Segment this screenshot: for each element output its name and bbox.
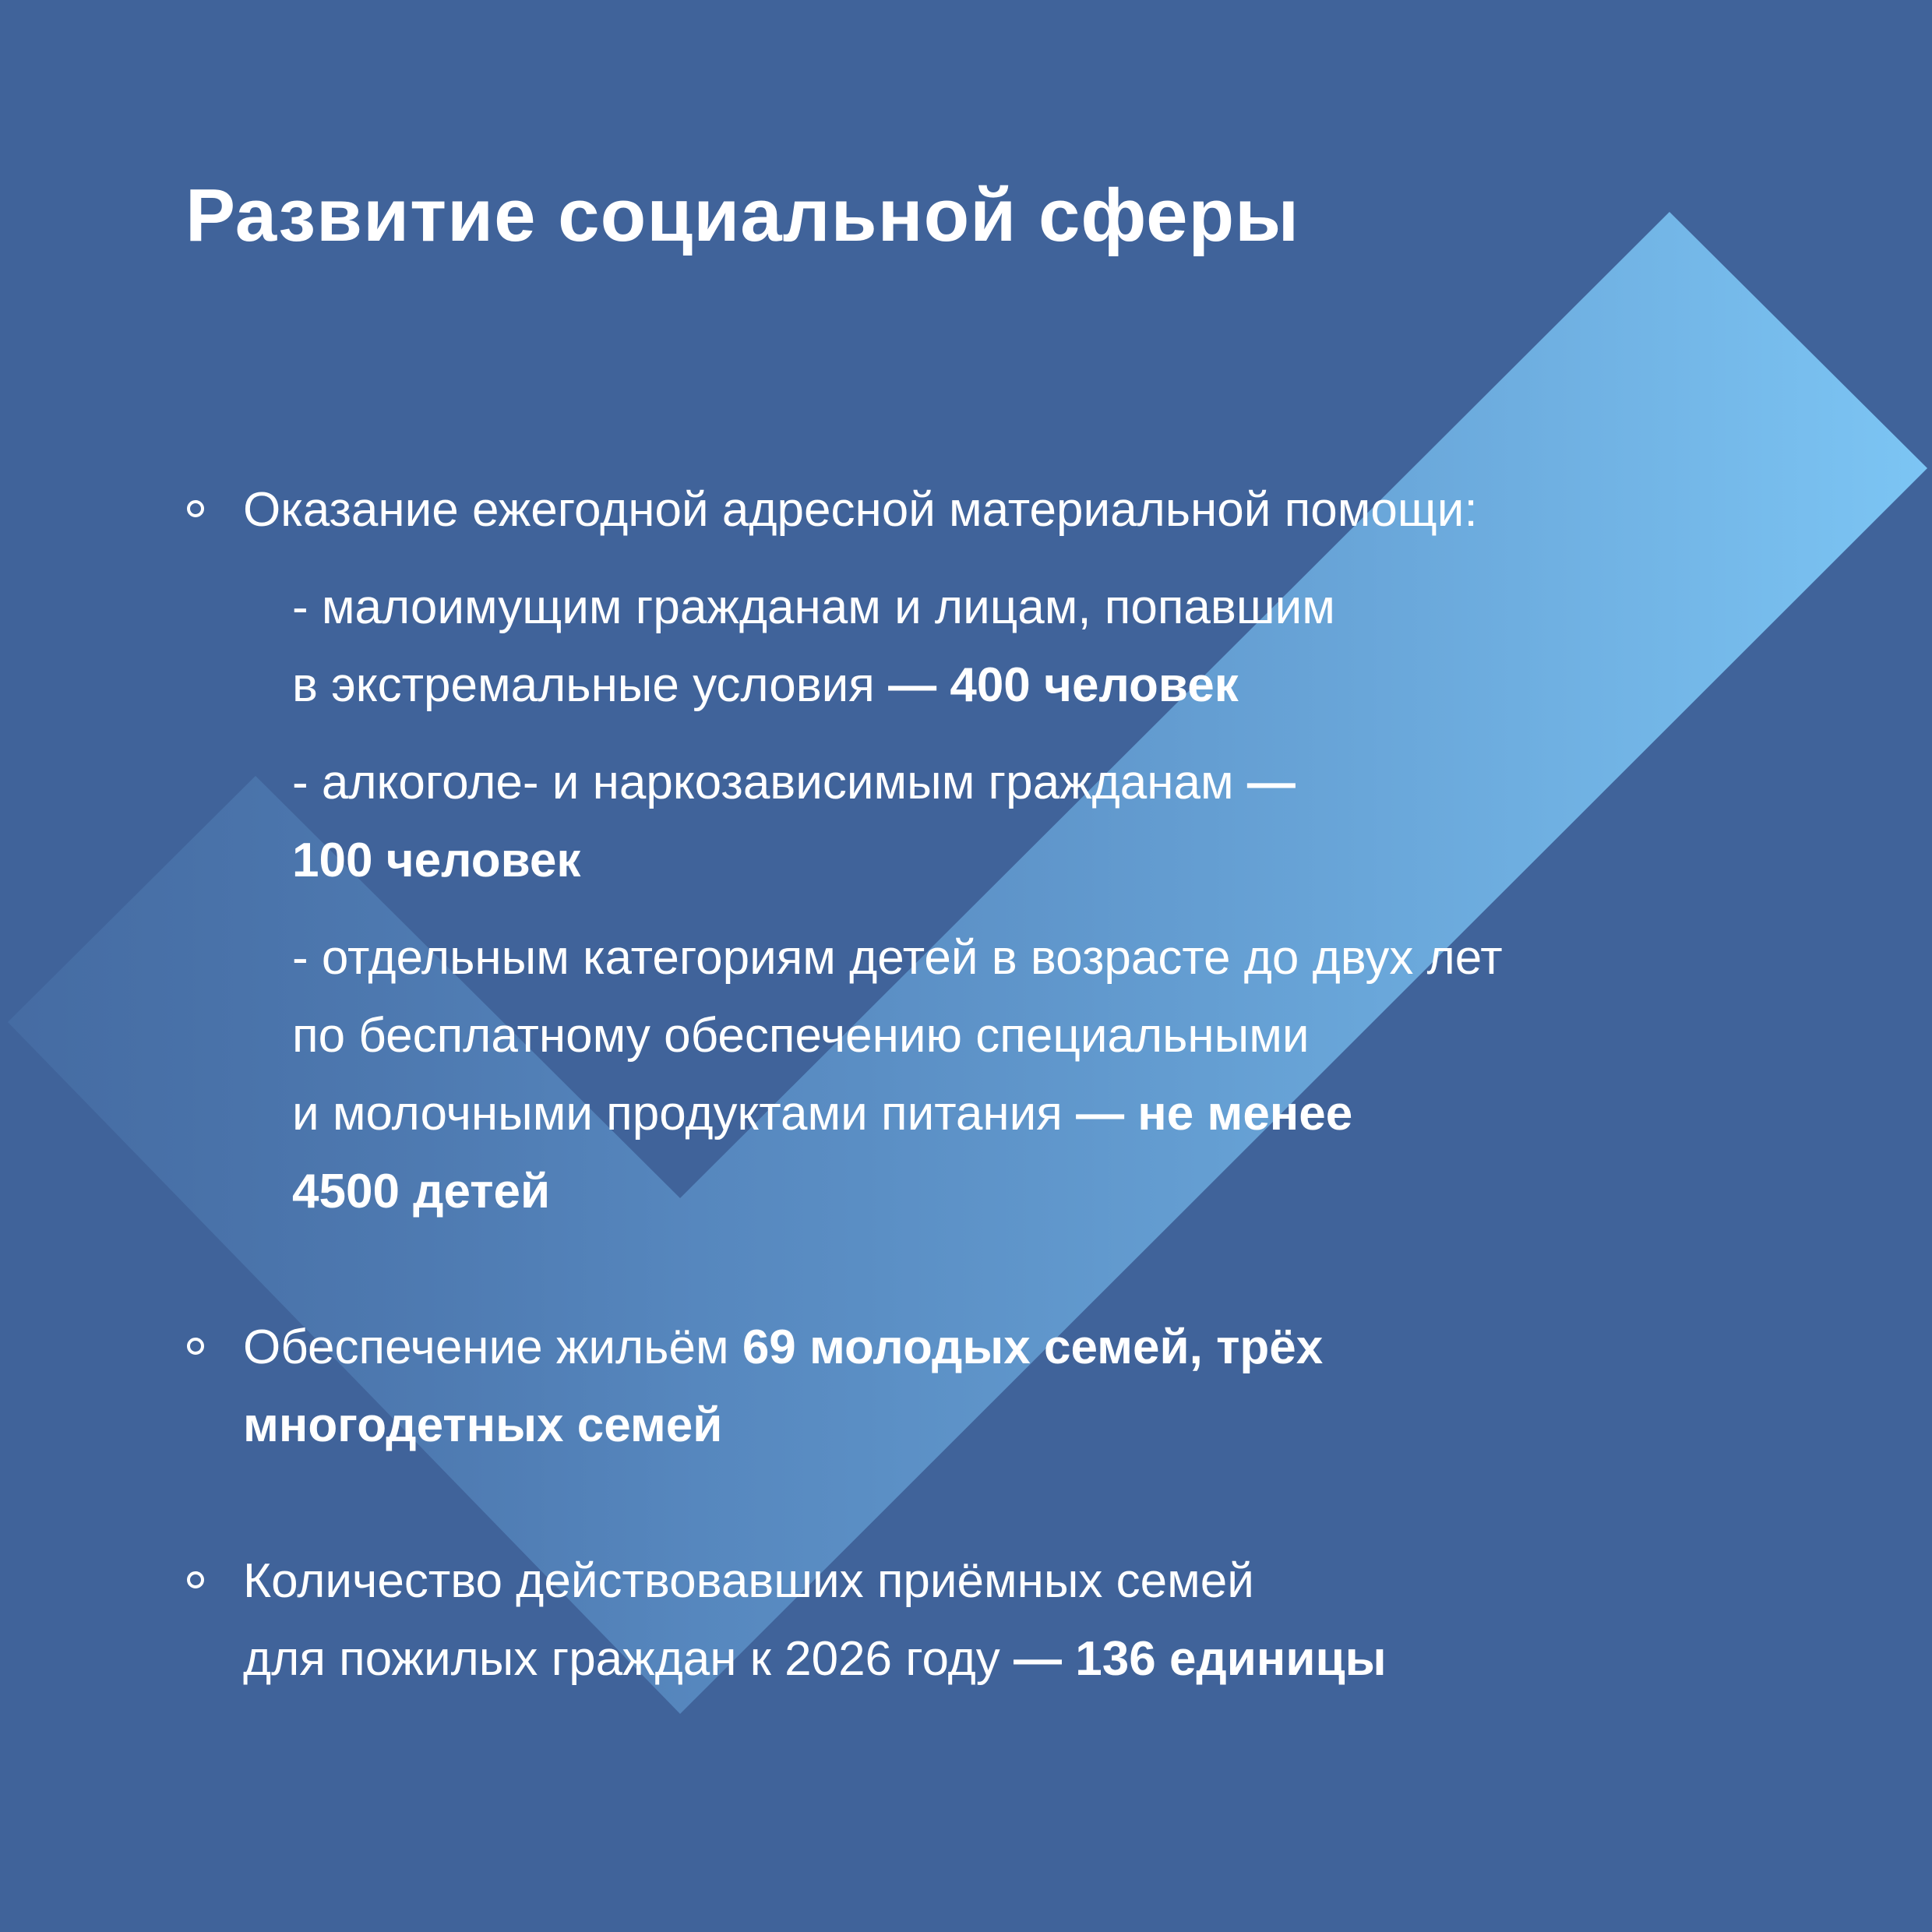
subitem-value: 4500 детей [292,1165,551,1218]
bullet-icon [187,500,204,517]
subitem-line: - отдельным категориям детей в возрасте до двух лет [292,931,1503,985]
subitem-value: — не менее [1076,1087,1353,1141]
item-value: — 136 единицы [1014,1632,1387,1686]
subitem-line: - малоимущим гражданам и лицам, попавшим [292,580,1335,634]
item-text: Обеспечение жильём [243,1320,742,1374]
item-value: многодетных семей [243,1398,723,1452]
list-item-housing [243,1309,1323,1465]
subitem-dash: — [1246,756,1296,809]
subitem-line: в экстремальные условия [292,658,889,712]
subitem-low-income [292,569,1335,724]
subitem-line: и молочными продуктами питания [292,1087,1077,1141]
page-title: Развитие социальной сферы [185,174,1300,257]
bullet-icon [187,1571,204,1588]
item-value: 69 молодых семей, трёх [742,1320,1324,1374]
bullet-icon [187,1338,204,1355]
subitem-value: — 400 человек [888,658,1239,712]
subitem-children [292,919,1503,1231]
item-text: Оказание ежегодной адресной материальной помощи: [243,483,1478,537]
list-item-foster-families [243,1542,1387,1698]
item-text: для пожилых граждан к 2026 году [243,1632,1014,1686]
subitem-value: 100 человек [292,834,581,887]
item-text: Количество действовавших приёмных семей [243,1554,1254,1608]
list-item-material-aid [243,471,1478,549]
subitem-line: по бесплатному обеспечению специальными [292,1009,1310,1063]
subitem-line: - алкоголе- и наркозависимым гражданам [292,756,1247,809]
subitem-dependent [292,744,1296,900]
